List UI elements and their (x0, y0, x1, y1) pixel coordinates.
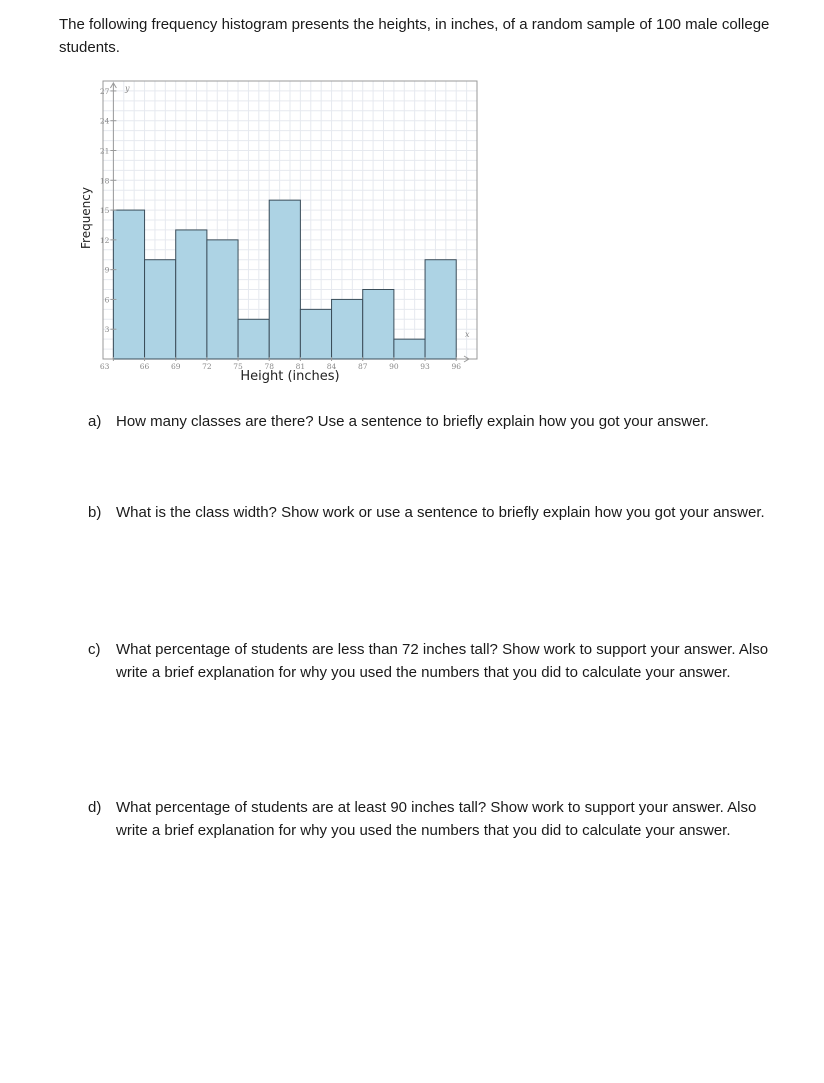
x-tick-label: 72 (202, 362, 212, 371)
question-label: b) (88, 504, 102, 521)
y-tick-label: 6 (104, 295, 110, 305)
x-tick-label: 84 (326, 362, 337, 371)
x-tick-label: 75 (233, 362, 243, 371)
question-label: d) (88, 799, 102, 816)
histogram-bar (269, 200, 300, 359)
histogram-bar (145, 260, 176, 359)
question-text: How many classes are there? Use a sentence to briefly explain how you got your answer. (116, 413, 709, 430)
question-label: c) (88, 641, 101, 658)
x-tick-label: 90 (389, 362, 399, 371)
question-text: What percentage of students are less than 72 inches tall? Show work to support your answer. Also write a brief explanation for why you used the numbers that you did to calculate your answer. (116, 641, 769, 681)
y-tick-label: 21 (99, 146, 110, 156)
histogram-bar (425, 260, 456, 359)
histogram-bar (176, 230, 207, 359)
x-tick-label: 96 (451, 362, 461, 371)
x-tick-label: 69 (170, 362, 181, 371)
x-axis-label: Height (inches) (240, 369, 340, 384)
y-tick-label: 15 (99, 206, 110, 216)
histogram-bar (394, 339, 425, 359)
histogram-bar (207, 240, 238, 359)
x-axis-symbol: x (465, 330, 470, 339)
question-b (88, 501, 778, 524)
question-text: What is the class width? Show work or use a sentence to briefly explain how you got your answer. (116, 504, 765, 521)
y-axis-label: Frequency (79, 187, 93, 249)
question-a (88, 410, 778, 433)
y-tick-label: 9 (104, 265, 110, 275)
question-label: a) (88, 413, 102, 430)
x-tick-label: 81 (295, 362, 306, 371)
histogram-bar (300, 309, 331, 359)
frequency-histogram (72, 78, 492, 388)
question-text: What percentage of students are at least 90 inches tall? Show work to support your answer. Also write a brief explanation for why you used the numbers that you did to calculate your answer. (116, 799, 757, 839)
y-tick-label: 12 (99, 235, 110, 245)
question-d (88, 796, 778, 842)
x-tick-label: 66 (139, 362, 150, 371)
x-tick-label: 78 (264, 362, 274, 371)
histogram-bar (238, 319, 269, 359)
histogram-bar (363, 290, 394, 360)
x-tick-label: 63 (99, 362, 110, 371)
question-c (88, 638, 778, 684)
histogram-bar (113, 210, 144, 359)
y-axis-symbol: y (125, 84, 130, 93)
y-tick-label: 27 (99, 86, 110, 96)
intro-text: The following frequency histogram presents the heights, in inches, of a random sample of 100 male college students. (59, 16, 770, 56)
y-tick-label: 24 (99, 116, 110, 126)
y-tick-label: 3 (104, 325, 110, 335)
x-tick-label: 93 (420, 362, 430, 371)
x-tick-label: 87 (357, 362, 368, 371)
histogram-bar (332, 299, 363, 359)
y-tick-label: 18 (99, 176, 110, 186)
